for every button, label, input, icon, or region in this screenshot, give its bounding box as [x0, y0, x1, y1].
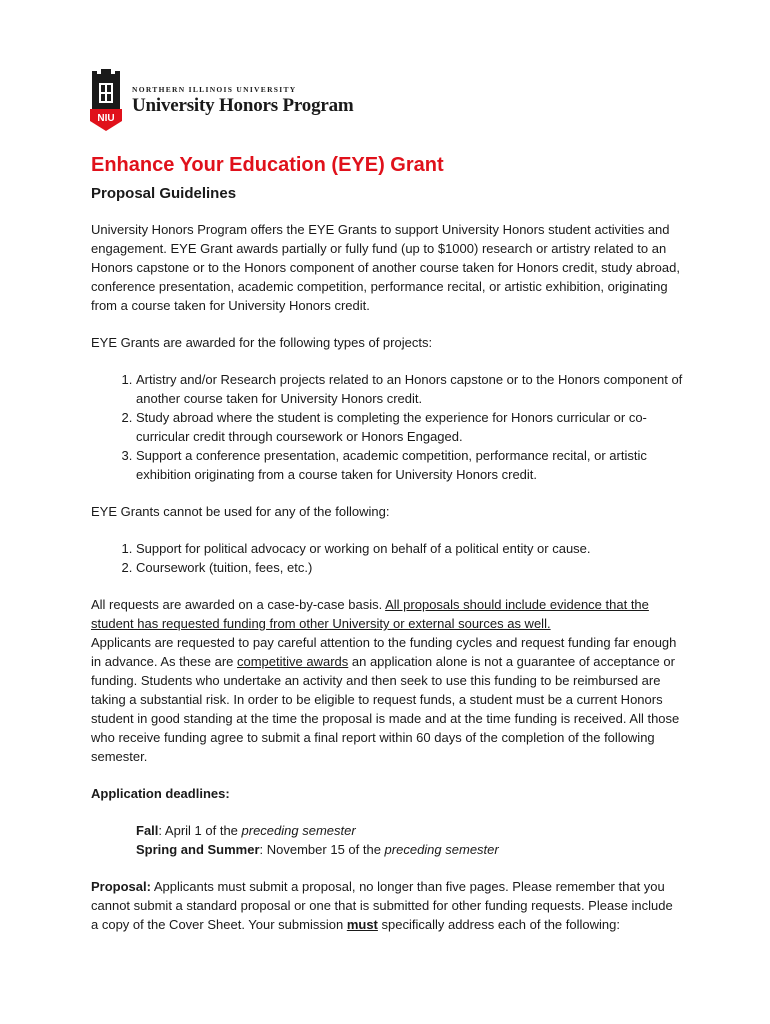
page-title: Enhance Your Education (EYE) Grant — [91, 154, 444, 176]
fall-italic: preceding semester — [241, 823, 356, 838]
list-item: 2. Study abroad where the student is completing the experience for Honors curricular or co-curricular credit through coursework or Honors Engaged. — [136, 408, 683, 446]
program-name: University Honors Program — [132, 95, 354, 116]
fall-text: : April 1 of the — [158, 823, 242, 838]
competitive-awards: competitive awards — [236, 654, 349, 669]
proposal-label: Proposal: — [91, 879, 151, 894]
requests-paragraph — [91, 595, 683, 633]
list-item: 2. Coursework (tuition, fees, etc.) — [136, 558, 683, 577]
not-used-list — [91, 539, 683, 577]
proposal-must: must — [346, 917, 378, 932]
document-body — [91, 152, 683, 934]
list-item: 3. Support a conference presentation, academic competition, performance recital, or artistic exhibition originating from a course taken for University Honors credit. — [136, 446, 683, 484]
fall-label: Fall — [136, 823, 159, 838]
applicants-lead: Applicants are requested to pay careful attention to the funding cycles and request funding far enough in advance. As these are — [91, 635, 677, 669]
proposal-paragraph — [91, 877, 683, 934]
not-used-heading: EYE Grants cannot be used for any of the following: — [91, 504, 390, 519]
page-subtitle: Proposal Guidelines — [91, 185, 237, 202]
spring-label: Spring and Summer — [136, 842, 260, 857]
proposal-end: specifically address each of the following: — [377, 917, 620, 932]
spring-text: : November 15 of the — [259, 842, 385, 857]
spring-italic: preceding semester — [384, 842, 499, 857]
university-name: NORTHERN ILLINOIS UNIVERSITY — [132, 85, 297, 94]
applicants-paragraph — [91, 633, 683, 766]
requests-underlined: All proposals should include evidence that the student has requested funding from other University or external sources as well. — [91, 597, 649, 631]
niu-honors-logo — [90, 69, 354, 131]
fall-deadline — [91, 821, 683, 840]
proposal-text: Applicants must submit a proposal, no longer than five pages. Please remember that you cannot submit a standard proposal or one that is submitted for other funding requests. Please include a copy of the Cover Sheet. Your submission — [91, 879, 673, 932]
list-item: 1. Artistry and/or Research projects related to an Honors capstone or to the Honors component of another course taken for University Honors credit. — [136, 370, 683, 408]
intro-paragraph: University Honors Program offers the EYE Grants to support University Honors student activities and engagement. EYE Grant awards partially or fully fund (up to $1000) research or artistry related to an Honors capstone or to the Honors component of another course taken for Honors credit, study abroad, conference presentation, academic competition, performance recital, or artistic exhibition, originating from a course taken for University Honors credit. — [91, 222, 680, 313]
list-item: 1. Support for political advocacy or working on behalf of a political entity or cause. — [136, 539, 683, 558]
awarded-heading: EYE Grants are awarded for the following types of projects: — [91, 335, 433, 350]
requests-lead: All requests are awarded on a case-by-case basis. — [91, 597, 386, 612]
awarded-list — [91, 370, 683, 484]
niu-seal-icon — [90, 69, 122, 131]
niu-badge-text: NIU — [97, 113, 115, 124]
deadlines-heading: Application deadlines: — [91, 786, 230, 801]
spring-deadline — [91, 840, 683, 859]
applicants-rest: an application alone is not a guarantee of acceptance or funding. Students who undertake an activity and then seek to use this funding to be reimbursed are taking a substantial risk. In order to be eligible to request funds, a student must be a current Honors student in good standing at the time the proposal is made and at the time funding is received. All those who receive funding agree to submit a final report within 60 days of the completion of the following semester. — [91, 654, 680, 764]
